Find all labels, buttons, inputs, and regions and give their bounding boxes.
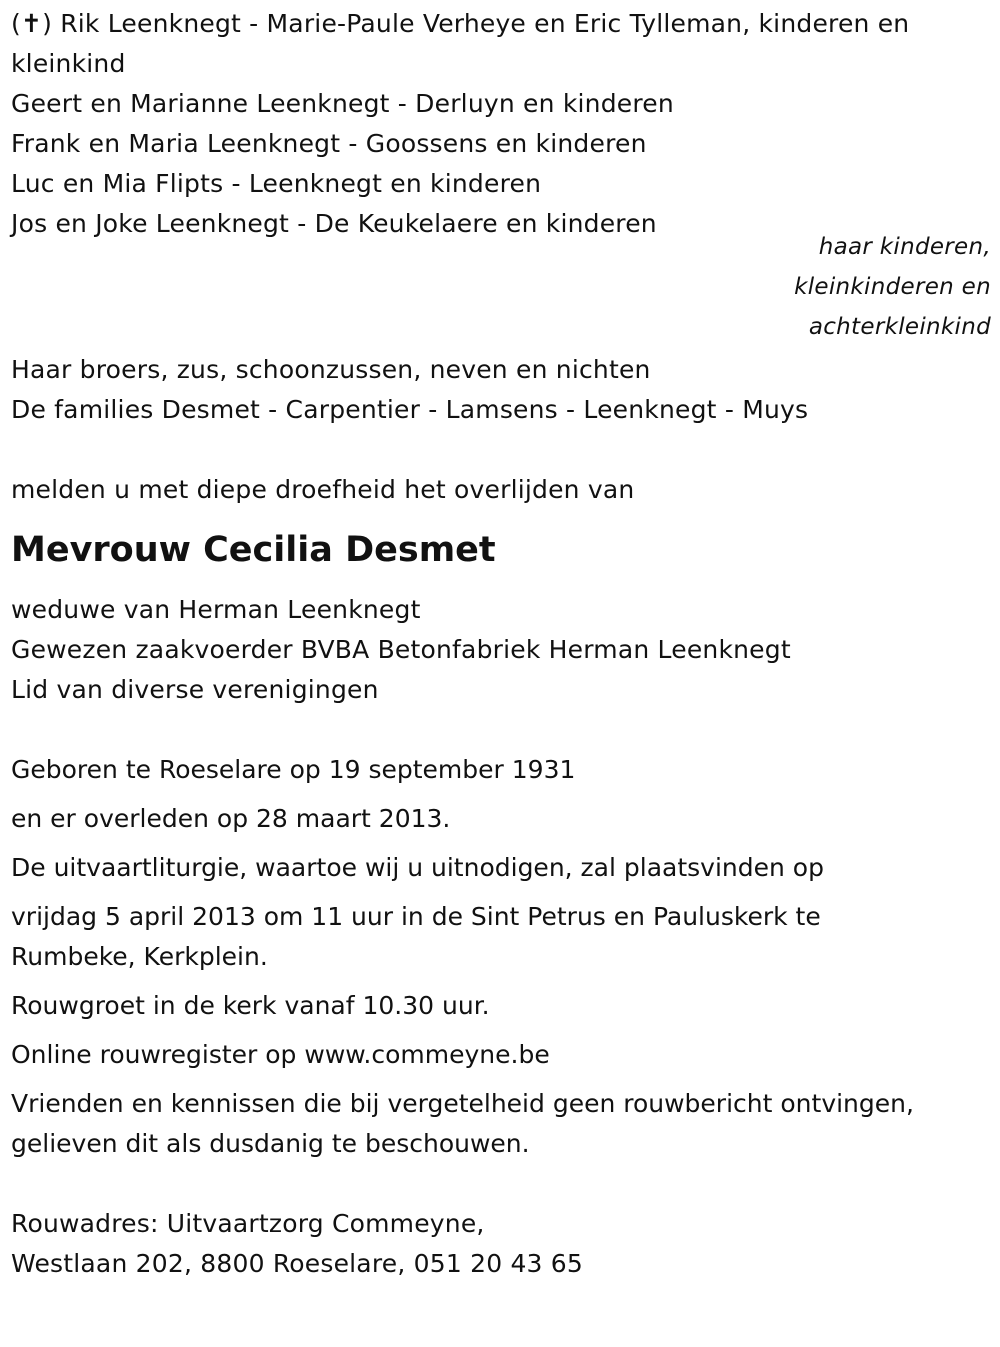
detail-line: Lid van diverse verenigingen bbox=[11, 675, 379, 704]
relatives-line: De families Desmet - Carpentier - Lamsens - Leenknegt - Muys bbox=[11, 395, 809, 424]
announcement-text: melden u met diepe droefheid het overlijden van bbox=[11, 475, 635, 504]
liturgy-info: vrijdag 5 april 2013 om 11 uur in de Sint Petrus en Pauluskerk te bbox=[11, 902, 821, 931]
liturgy-info: Rumbeke, Kerkplein. bbox=[11, 942, 268, 971]
relation-note bbox=[11, 227, 991, 347]
relation-line: haar kinderen, bbox=[818, 234, 991, 260]
family-line: Luc en Mia Flipts - Leenknegt en kinderen bbox=[11, 169, 542, 198]
register-info: Online rouwregister op www.commeyne.be bbox=[11, 1040, 550, 1069]
address-line: Westlaan 202, 8800 Roeselare, 051 20 43 65 bbox=[11, 1249, 584, 1278]
friends-note: gelieven dit als dusdanig te beschouwen. bbox=[11, 1129, 530, 1158]
relatives bbox=[11, 350, 991, 430]
detail-line: weduwe van Herman Leenknegt bbox=[11, 595, 421, 624]
family-line: Frank en Maria Leenknegt - Goossens en kinderen bbox=[11, 129, 647, 158]
family-line: (✝) Rik Leenknegt - Marie-Paule Verheye en Eric Tylleman, kinderen en bbox=[11, 9, 910, 38]
family-list bbox=[11, 4, 991, 244]
deceased-details bbox=[11, 590, 991, 710]
relation-line: achterkleinkind bbox=[808, 314, 991, 340]
obituary-document bbox=[11, 4, 991, 1284]
funeral-info bbox=[11, 750, 991, 1164]
relation-line: kleinkinderen en bbox=[794, 274, 991, 300]
family-line: kleinkind bbox=[11, 49, 126, 78]
liturgy-info: De uitvaartliturgie, waartoe wij u uitnodigen, zal plaatsvinden op bbox=[11, 853, 824, 882]
death-info: en er overleden op 28 maart 2013. bbox=[11, 804, 451, 833]
address-line: Rouwadres: Uitvaartzorg Commeyne, bbox=[11, 1209, 485, 1238]
mourning-address bbox=[11, 1204, 991, 1284]
detail-line: Gewezen zaakvoerder BVBA Betonfabriek Herman Leenknegt bbox=[11, 635, 791, 664]
family-line: Jos en Joke Leenknegt - De Keukelaere en kinderen bbox=[11, 209, 657, 238]
birth-info: Geboren te Roeselare op 19 september 1931 bbox=[11, 755, 576, 784]
family-line: Geert en Marianne Leenknegt - Derluyn en kinderen bbox=[11, 89, 674, 118]
friends-note: Vrienden en kennissen die bij vergetelheid geen rouwbericht ontvingen, bbox=[11, 1089, 914, 1118]
deceased-name: Mevrouw Cecilia Desmet bbox=[11, 530, 496, 570]
relatives-line: Haar broers, zus, schoonzussen, neven en nichten bbox=[11, 355, 651, 384]
greeting-info: Rouwgroet in de kerk vanaf 10.30 uur. bbox=[11, 991, 490, 1020]
